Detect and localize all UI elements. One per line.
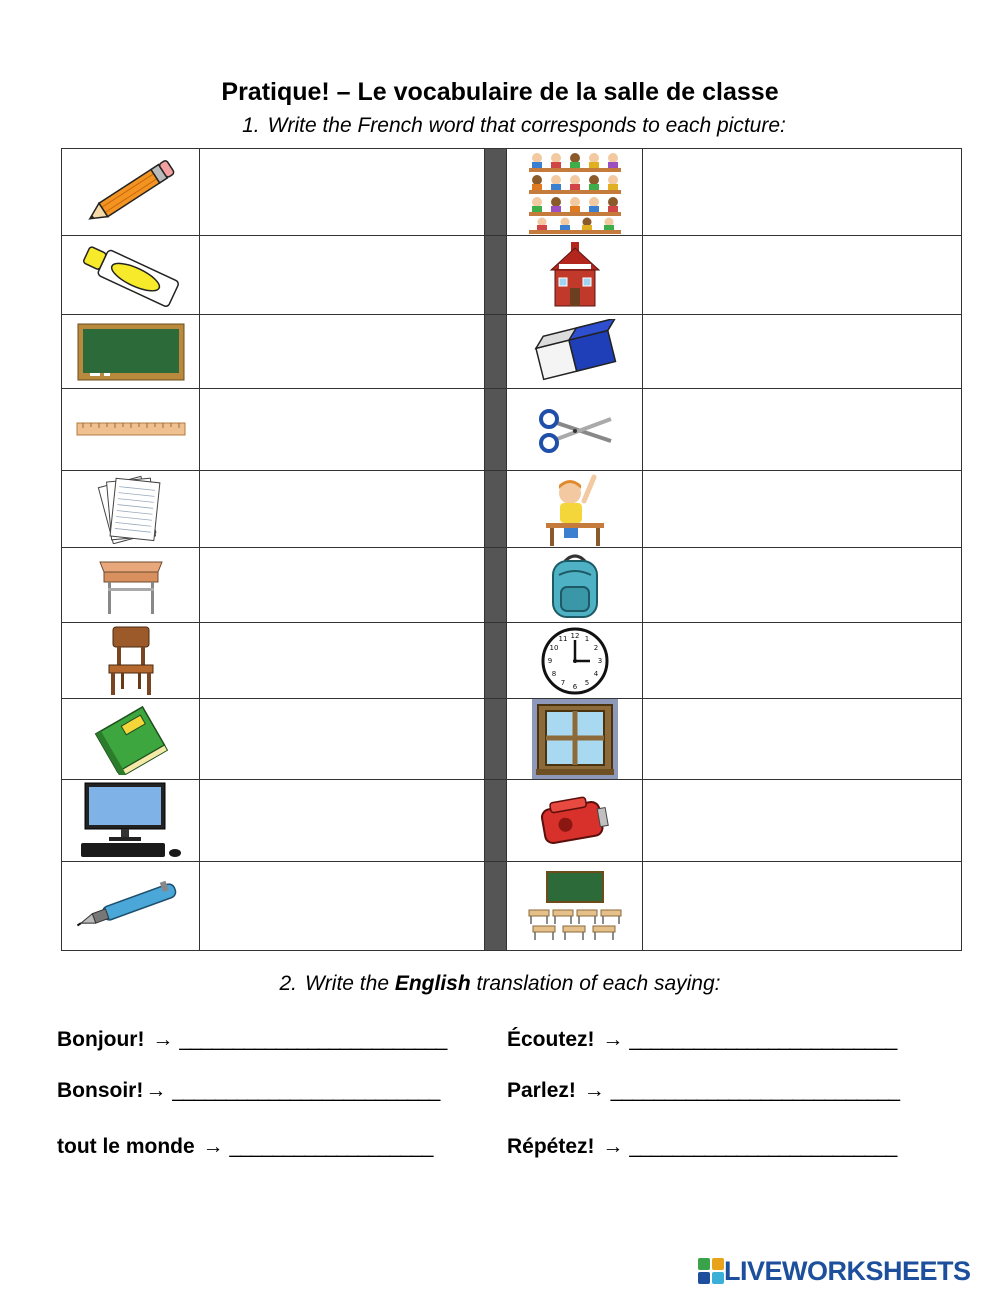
arrow-icon: →	[202, 1135, 224, 1158]
answer-line[interactable]: _________________________	[179, 1028, 447, 1051]
book-icon	[91, 703, 171, 775]
svg-text:12: 12	[570, 631, 579, 640]
column-divider	[485, 471, 507, 548]
column-divider	[485, 149, 507, 236]
picture-cell	[507, 389, 643, 471]
svg-text:8: 8	[551, 669, 556, 678]
arrow-icon: →	[602, 1135, 624, 1158]
saying-item	[57, 1135, 432, 1159]
answer-cell[interactable]	[643, 389, 962, 471]
svg-text:7: 7	[560, 678, 565, 687]
table-row	[62, 699, 962, 780]
answer-cell[interactable]	[200, 315, 485, 389]
picture-cell	[62, 699, 200, 780]
chair-icon	[105, 625, 157, 697]
answer-cell[interactable]	[643, 623, 962, 699]
answer-cell[interactable]	[643, 471, 962, 548]
table-row	[62, 315, 962, 389]
picture-cell	[507, 315, 643, 389]
picture-cell	[62, 389, 200, 471]
picture-cell	[62, 548, 200, 623]
column-divider	[485, 623, 507, 699]
pen-icon	[72, 874, 190, 938]
column-divider	[485, 315, 507, 389]
picture-cell	[507, 471, 643, 548]
picture-cell	[507, 623, 643, 699]
arrow-icon: →	[145, 1079, 167, 1102]
answer-cell[interactable]	[200, 149, 485, 236]
instruction-2-number: 2.	[279, 972, 297, 995]
column-divider	[485, 862, 507, 951]
svg-text:10: 10	[549, 643, 558, 652]
answer-line[interactable]: ___________________________	[610, 1079, 900, 1102]
desk-icon	[96, 552, 166, 618]
arrow-icon: →	[152, 1028, 174, 1051]
column-divider	[485, 548, 507, 623]
answer-cell[interactable]	[200, 389, 485, 471]
picture-cell	[507, 149, 643, 236]
paper-icon	[91, 474, 171, 544]
classroom-icon	[525, 870, 625, 942]
answer-cell[interactable]	[200, 623, 485, 699]
chalkboard-icon	[76, 322, 186, 382]
answer-cell[interactable]	[200, 471, 485, 548]
school-icon	[545, 240, 605, 310]
answer-cell[interactable]	[200, 699, 485, 780]
instruction-1-number: 1.	[242, 114, 260, 137]
instruction-2	[0, 972, 1000, 996]
picture-cell	[62, 236, 200, 315]
instruction-2-text-before: Write the	[304, 972, 395, 995]
answer-cell[interactable]	[643, 315, 962, 389]
table-row	[62, 548, 962, 623]
table-row	[62, 862, 962, 951]
svg-text:11: 11	[558, 634, 567, 643]
ruler-icon	[75, 420, 187, 440]
picture-cell	[62, 471, 200, 548]
svg-text:1: 1	[584, 634, 589, 643]
liveworksheets-logo-icon	[698, 1258, 724, 1284]
saying-label: Bonjour!	[57, 1028, 145, 1051]
picture-cell	[62, 862, 200, 951]
svg-text:2: 2	[593, 643, 598, 652]
pencil-icon	[76, 156, 186, 228]
students-icon	[525, 150, 625, 234]
answer-line[interactable]: _________________________	[629, 1028, 897, 1051]
column-divider	[485, 780, 507, 862]
answer-cell[interactable]	[200, 862, 485, 951]
arrow-icon: →	[602, 1028, 624, 1051]
liveworksheets-logo	[698, 1256, 971, 1286]
pencil-sharpener-icon	[535, 793, 615, 849]
clock-icon	[540, 626, 610, 696]
picture-cell	[507, 548, 643, 623]
saying-item	[507, 1135, 896, 1159]
table-row	[62, 149, 962, 236]
arrow-icon: →	[583, 1079, 605, 1102]
column-divider	[485, 699, 507, 780]
saying-item	[507, 1079, 899, 1103]
eraser-icon	[532, 319, 618, 385]
saying-item	[57, 1079, 439, 1103]
column-divider	[485, 389, 507, 471]
picture-cell	[507, 236, 643, 315]
instruction-1-text: Write the French word that corresponds to each picture:	[267, 114, 786, 137]
student-raising-hand-icon	[540, 471, 610, 547]
saying-label: Parlez!	[507, 1079, 576, 1102]
svg-text:6: 6	[572, 682, 577, 691]
answer-line[interactable]: _________________________	[629, 1135, 897, 1158]
picture-cell	[62, 780, 200, 862]
picture-cell	[62, 623, 200, 699]
answer-cell[interactable]	[643, 862, 962, 951]
instruction-1	[0, 114, 1000, 138]
instruction-2-text-after: translation of each saying:	[470, 972, 721, 995]
table-row	[62, 236, 962, 315]
svg-text:9: 9	[547, 656, 552, 665]
picture-cell	[507, 862, 643, 951]
answer-cell[interactable]	[200, 548, 485, 623]
table-row	[62, 389, 962, 471]
saying-label: tout le monde	[57, 1135, 195, 1158]
window-icon	[532, 699, 618, 779]
picture-cell	[507, 780, 643, 862]
vocabulary-table	[61, 148, 962, 951]
picture-cell	[62, 315, 200, 389]
answer-cell[interactable]	[643, 548, 962, 623]
backpack-icon	[545, 551, 605, 619]
answer-cell[interactable]	[643, 699, 962, 780]
table-row	[62, 780, 962, 862]
answer-cell[interactable]	[200, 780, 485, 862]
answer-line[interactable]: _________________________	[172, 1079, 440, 1102]
computer-icon	[79, 781, 183, 861]
table-row	[62, 623, 962, 699]
saying-item	[507, 1028, 896, 1052]
picture-cell	[507, 699, 643, 780]
glue-stick-icon	[76, 239, 186, 311]
instruction-2-text-bold: English	[394, 972, 471, 995]
picture-cell	[62, 149, 200, 236]
answer-line[interactable]: ___________________	[229, 1135, 433, 1158]
svg-text:4: 4	[593, 669, 598, 678]
answer-cell[interactable]	[643, 780, 962, 862]
saying-item	[57, 1028, 446, 1052]
scissors-icon	[535, 405, 615, 455]
table-row	[62, 471, 962, 548]
saying-label: Écoutez!	[507, 1028, 595, 1051]
answer-cell[interactable]	[200, 236, 485, 315]
answer-cell[interactable]	[643, 236, 962, 315]
saying-label: Bonsoir!	[57, 1079, 144, 1102]
answer-cell[interactable]	[643, 149, 962, 236]
svg-text:5: 5	[584, 678, 589, 687]
liveworksheets-logo-text: LIVEWORKSHEETS	[724, 1255, 971, 1286]
saying-label: Répétez!	[507, 1135, 595, 1158]
svg-text:3: 3	[597, 656, 602, 665]
column-divider	[485, 236, 507, 315]
page-title: Pratique! – Le vocabulaire de la salle de classe	[221, 78, 779, 106]
